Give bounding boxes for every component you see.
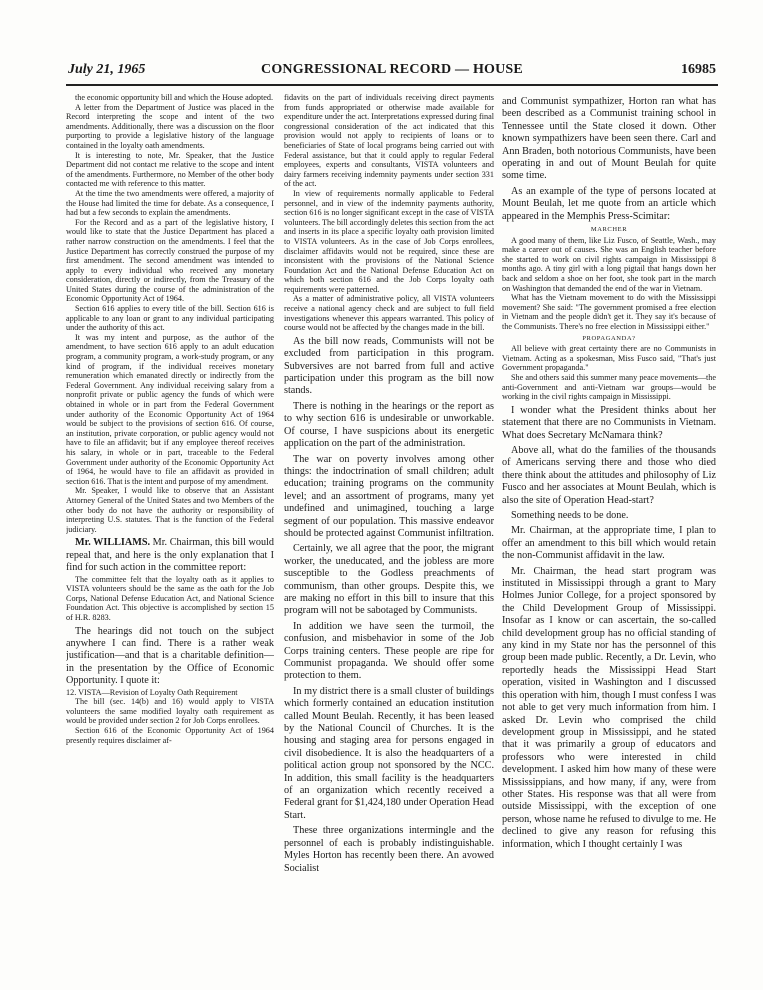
paragraph-text: and Communist sympathizer, Horton ran what has been described as a Communist training school in Tennessee until the State closed it down. Other known sympathizers have been seen there. Carl and Ann Braden, both notorious Communists, have been operating in and out of Mount Beulah for quite some time.	[502, 96, 716, 182]
column-right	[502, 93, 716, 973]
column-middle	[284, 93, 494, 973]
paragraph	[502, 334, 716, 344]
paragraph	[66, 726, 274, 745]
paragraph	[284, 336, 494, 398]
paragraph-text: MARCHER	[590, 226, 628, 234]
paragraph	[66, 218, 274, 304]
paragraph	[66, 486, 274, 534]
column-left	[66, 93, 274, 973]
page-header	[68, 62, 716, 84]
paragraph-text: There is nothing in the hearings or the report as to why section 616 is undesirable or unworkable. Of course, I have suspicions about its energetic application on the part of the administration.	[284, 400, 494, 450]
paragraph	[66, 151, 274, 189]
paragraph	[66, 575, 274, 623]
paragraph-text: In addition we have seen the turmoil, the confusion, and misbehavior in some of the Job Corps training centers. These people are ripe for Communist propaganda. We should offer some protection to them.	[284, 620, 494, 682]
header-title: CONGRESSIONAL RECORD — HOUSE	[261, 62, 523, 77]
paragraph	[502, 525, 716, 562]
paragraph-text: Section 616 of the Economic Opportunity Act of 1964 presently requires disclaimer af-	[66, 725, 274, 745]
paragraph	[66, 537, 274, 574]
paragraph	[66, 103, 274, 151]
paragraph-text: These three organizations intermingle and the personnel of each is probably indistinguishable. Myles Horton has recently been there. An avowed Socialist	[284, 825, 494, 874]
paragraph-text: Certainly, we all agree that the poor, the migrant worker, the uneducated, and the jobless are more susceptible to the Godless preachments of communism, than other groups. Despite this, we are making no effort in this bill to insure that this program will not be sabotaged by Communists.	[284, 543, 494, 617]
header-rule	[66, 84, 718, 86]
paragraph	[284, 825, 494, 875]
paragraph	[66, 304, 274, 333]
paragraph-text: Mr. Chairman, this bill would repeal that, and here is the only explanation that I find for such action in the committee report:	[66, 537, 274, 574]
paragraph-text: In view of requirements normally applicable to Federal personnel, and in view of the indemnity payments authority, section 616 is no longer significant except in the case of VISTA volunteers. The bill accordingly deletes this section from the act and inserts in its place a specific loyalty oath provision limited to VISTA volunteers. As in the case of Job Corps enrollees, disclaimer affidavits would not be required, since these are inconsistent with the provisions of the National Science Foundation Act and the National Defense Education Act on which both section 616 and the Job Corps loyalty oath requirements were patterned.	[284, 188, 494, 294]
paragraph-text: A good many of them, like Liz Fusco, of Seattle, Wash., may make a career out of causes. She was an English teacher before she started to work on civil rights campaign in Mississippi 8 months ago. A tiny girl with a long pigtail that hangs down her back and seldom a shoe on her foot, she took part in the march on Washington that demanded the end of the war in Vietnam.	[502, 235, 716, 293]
paragraph-text: She and others said this summer many peace movements—the anti-Government and anti-Vietnam war groups—would be working in the civil rights campaign in Mississippi.	[502, 372, 716, 402]
paragraph-text: A letter from the Department of Justice was placed in the Record interpreting the scope and intent of the two amendments. Additionally, there was a discussion on the floor purporting to provide a legislative history of the language contained in the loyalty oath amendments.	[66, 102, 274, 150]
paragraph	[502, 344, 716, 373]
paragraph	[502, 236, 716, 294]
paragraph	[66, 626, 274, 688]
paragraph-text: In my district there is a small cluster of buildings which formerly contained an education institution called Mount Beulah. Recently, it has been leased by the National Council of Churches. It is the housing and staging area for persons engaged in civil disobedience. It is also the headquarters of a political action group not sponsored by the NCC. In addition, this small facility is the headquarters of an organization which recently received a Federal grant for $1,424,180 under Operation Head Start.	[284, 685, 494, 821]
paragraph-text: Above all, what do the families of the thousands of Americans serving there and those who died there think about the attitudes and philosophy of Liz Fusco and her associates at Mount Beulah, which is also the site of Operation Head-start?	[502, 444, 716, 506]
paragraph-text: As the bill now reads, Communists will not be excluded from participation in this program. Subversives are not barred from full and active participation under this program as the bill now stands.	[284, 335, 494, 397]
paragraph	[502, 96, 716, 183]
paragraph-text: All believe with great certainty there are no Communists in Vietnam. Acting as a spokesman, Miss Fusco said, "That's just Government propaganda."	[502, 344, 716, 373]
paragraph-text: What has the Vietnam movement to do with the Mississippi movement? She said: "The government promised a free election in Vietnam and the people didn't get it. They say it's because of the Communists. There's no free election in Mississippi either."	[502, 293, 716, 331]
paragraph	[284, 189, 494, 295]
paragraph-text: It is interesting to note, Mr. Speaker, that the Justice Department did not contact me relative to the scope and intent of the amendments. Furthermore, no Member of the other body contacted me with reference to this matter.	[66, 150, 274, 189]
paragraph	[66, 688, 274, 698]
paragraph-text: Section 616 applies to every title of the bill. Section 616 is applicable to any loan or grant to any individual participating under the authority of this act.	[66, 304, 274, 333]
header-page-number: 16985	[681, 62, 716, 77]
paragraph	[284, 294, 494, 332]
paragraph	[502, 186, 716, 223]
paragraph-text: At the time the two amendments were offered, a majority of the House had limited the time for debate. As a consequence, I had but a few seconds to explain the amendments.	[66, 188, 274, 218]
paragraph	[284, 543, 494, 617]
paragraph-text: The war on poverty involves among other things: the indoctrination of small children; adult education; training programs on the community level; and an assortment of programs, many yet undefined and unimagined, touching a large segment of our population. This massive endeavor should be protected against Communist infiltration.	[284, 453, 494, 539]
paragraph	[284, 686, 494, 822]
paragraph-text: Mr. Chairman, at the appropriate time, I plan to offer an amendment to this bill which would retain the non-Communist affidavit in the law.	[502, 525, 716, 562]
paragraph	[66, 333, 274, 487]
paragraph	[502, 373, 716, 402]
paragraph-text: For the Record and as a part of the legislative history, I would like to state that the Justice Department has placed a rather narrow construction on the amendments. I feel that the Justice Department has correctly construed the purpose of my first amendment. The second amendment was intended to apply to every individual who received any monetary consideration, directly or indirectly, from the Treasury of the United States during the course of the administration of the Economic Opportunity Act of 1964.	[66, 217, 274, 304]
paragraph	[66, 189, 274, 218]
speaker-name: Mr. WILLIAMS.	[75, 537, 151, 549]
paragraph-text: I wonder what the President thinks about her statement that there are no Communists in Vietnam. What does Secretary McNamara think?	[502, 404, 716, 441]
paragraph-text: The hearings did not touch on the subject anywhere I can find. There is a rather weak justification—and that is a charitable definition—in the presentation by the Office of Economic Opportunity. I quote it:	[66, 625, 274, 687]
paragraph	[502, 293, 716, 331]
paragraph-text: As a matter of administrative policy, all VISTA volunteers receive a national agency check and are subject to full field investigations whenever this appears warranted. This policy of course would not be affected by the changes made in the bill.	[284, 294, 494, 333]
paragraph	[284, 93, 494, 189]
paragraph-text: Mr. Speaker, I would like to observe that an Assistant Attorney General of the United States and two Members of the other body do not have the authority or responsibility of interpreting U.S. statutes. That is the function of the Federal judiciary.	[66, 486, 274, 534]
paragraph-text: Something needs to be done.	[511, 510, 629, 521]
paragraph	[502, 566, 716, 851]
paragraph-text: As an example of the type of persons located at Mount Beulah, let me quote from an article which appeared in the Memphis Press-Scimitar:	[502, 185, 716, 222]
paragraph-text: fidavits on the part of individuals receiving direct payments from funds appropriated or otherwise made available for expenditure under the act. Interpretations expressed during final congressional consideration of the act indicated that this provision would not apply to recipients of loans or to beneficiaries of State of local programs being carried out with Federal assistance, but that it could apply to regular Federal employees, experts and consultants, VISTA volunteers and dairy farmers receiving indemnity payments under section 331 of the act.	[284, 93, 494, 189]
paragraph-text: It was my intent and purpose, as the author of the amendment, to have section 616 apply to an adult education program, a community program, a work-study program, or any kind of program, if the individual receives monetary remuneration which emanated directly or indirectly from the Federal Government. Any individual receiving salary from a nonprofit private or public agency the funds of which were obtained in whole or in part from the Federal Government under authority of the Economic Opportunity Act of 1964 would be subject to the provisions of section 616. Of course, an institution, private corporation, or public agency would not have to file an affidavit; but if any employee thereof receives his salary, in whole or in part, traceable to the Federal Government under authority of the Economic Opportunity Act of 1964, he would have to file an affidavit as provided in section 616. That is the intent and purpose of my amendment.	[66, 332, 274, 486]
paragraph	[66, 697, 274, 726]
paragraph	[284, 621, 494, 683]
paragraph	[502, 510, 716, 522]
header-date: July 21, 1965	[68, 62, 146, 77]
paragraph	[502, 445, 716, 507]
paragraph-text: The committee felt that the loyalty oath as it applies to VISTA volunteers should be the same as the oath for the Job Corps, National Defense Education Act, and National Science Foundation Act. This objective is accomplished by section 15 of H.R. 8283.	[66, 574, 274, 622]
paragraph	[502, 405, 716, 442]
paragraph	[284, 401, 494, 451]
paragraph-text: Mr. Chairman, the head start program was instituted in Mississippi through a grant to Mary Holmes Junior College, for a project sponsored by the Child Development Group of Mississippi. Insofar as I know or can ascertain, the so-called child development group has no official standing of any kind in my State nor has the personnel of this group been made public. Recently, a Dr. Levin, who reportedly heads the Mississippi Head Start operation, visited in Washington and I discussed this operation with him, though I must confess I was not able to get very much information from him. I asked Dr. Levin who comprised the child development group in Mississippi, and he stated that it was primarily a group of educators and professors who were interested in child development. I asked him how many of these were Mississippians, and how many, if any, were from other States. His response was that all were from outside Mississippi, with the exception of one person, whose name he refused to divulge to me. He declined to give any reason for refusing this information, which I thought certainly I was	[502, 565, 716, 850]
paragraph	[284, 454, 494, 541]
paragraph	[66, 93, 274, 103]
paragraph	[502, 225, 716, 235]
paragraph-text: the economic opportunity bill and which the House adopted.	[75, 93, 274, 102]
paragraph-text: The bill (sec. 14(b) and 16) would apply to VISTA volunteers the same modified loyalty oath requirement as would be provided under section 2 for Job Corps enrollees.	[66, 697, 274, 726]
paragraph-text: 12. VISTA—Revision of Loyalty Oath Requirement	[66, 687, 238, 697]
paragraph-text: PROPAGANDA?	[582, 334, 636, 342]
